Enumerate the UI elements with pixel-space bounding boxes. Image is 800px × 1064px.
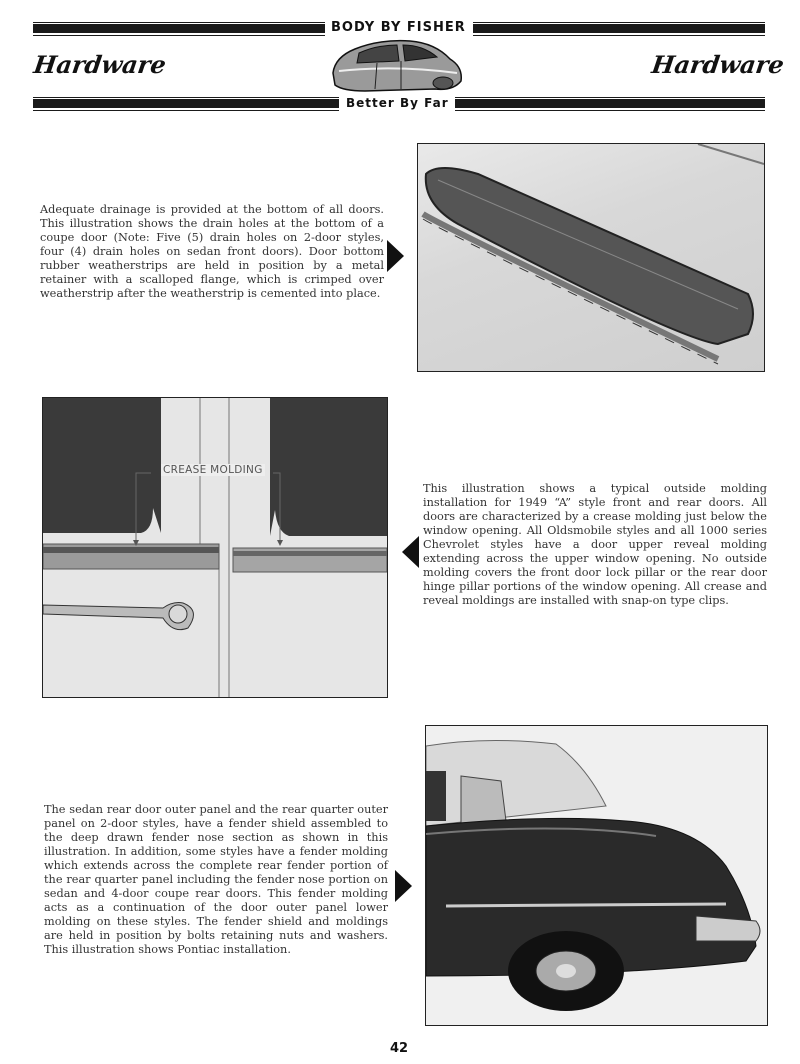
car-body-shell-icon — [325, 35, 467, 95]
page-number: 42 — [390, 1041, 409, 1056]
arrow-right-icon — [395, 870, 412, 902]
pontiac-rear-fender-photo — [425, 725, 768, 1026]
left-title: Hardware — [31, 50, 168, 79]
arrow-left-icon — [402, 536, 419, 568]
arrow-right-icon — [387, 240, 404, 272]
right-title: Hardware — [649, 50, 786, 79]
fender-paragraph: The sedan rear door outer panel and the rear quarter outer panel on 2-door styles, have a fender shield assembled to the deep drawn fender nose section as shown in this illustration. In addition, some styles have a fender molding which extends across the complete rear fender portion of the rear quarter panel including the fender nose portion on sedan and 4-door coupe rear doors. This fender molding acts as a continuation of the door outer panel lower molding on these styles. The fender shield and moldings are held in position by bolts retaining nuts and washers. This illustration shows Pontiac installation. — [44, 803, 388, 956]
drainage-paragraph: Adequate drainage is provided at the bottom of all doors. This illustration shows the drain holes at the bottom of a coupe door (Note: Five (5) drain holes on 2-door styles, four (4) drain holes on sedan front doors). Door bottom rubber weatherstrips are held in position by a metal retainer with a scalloped flange, which is crimped over weatherstrip after the weatherstrip is cemented into place. — [40, 203, 384, 300]
crease-molding-photo — [42, 397, 388, 698]
crease-molding-callout: CREASE MOLDING — [163, 464, 263, 476]
molding-paragraph: This illustration shows a typical outside molding installation for 1949 “A” style front and rear doors. All doors are characterized by a crease molding just below the window opening. All Oldsmobile styles and all 1000 series Chevrolet styles have a door upper reveal molding extending across the upper window opening. No outside molding covers the front door lock pillar or the rear door hinge pillar portions of the window opening. All crease and reveal moldings are installed with snap-on type clips. — [423, 482, 767, 607]
top-band-label: BODY BY FISHER — [327, 20, 470, 35]
door-bottom-weatherstrip-photo — [417, 143, 765, 372]
bottom-band-label: Better By Far — [342, 96, 453, 110]
